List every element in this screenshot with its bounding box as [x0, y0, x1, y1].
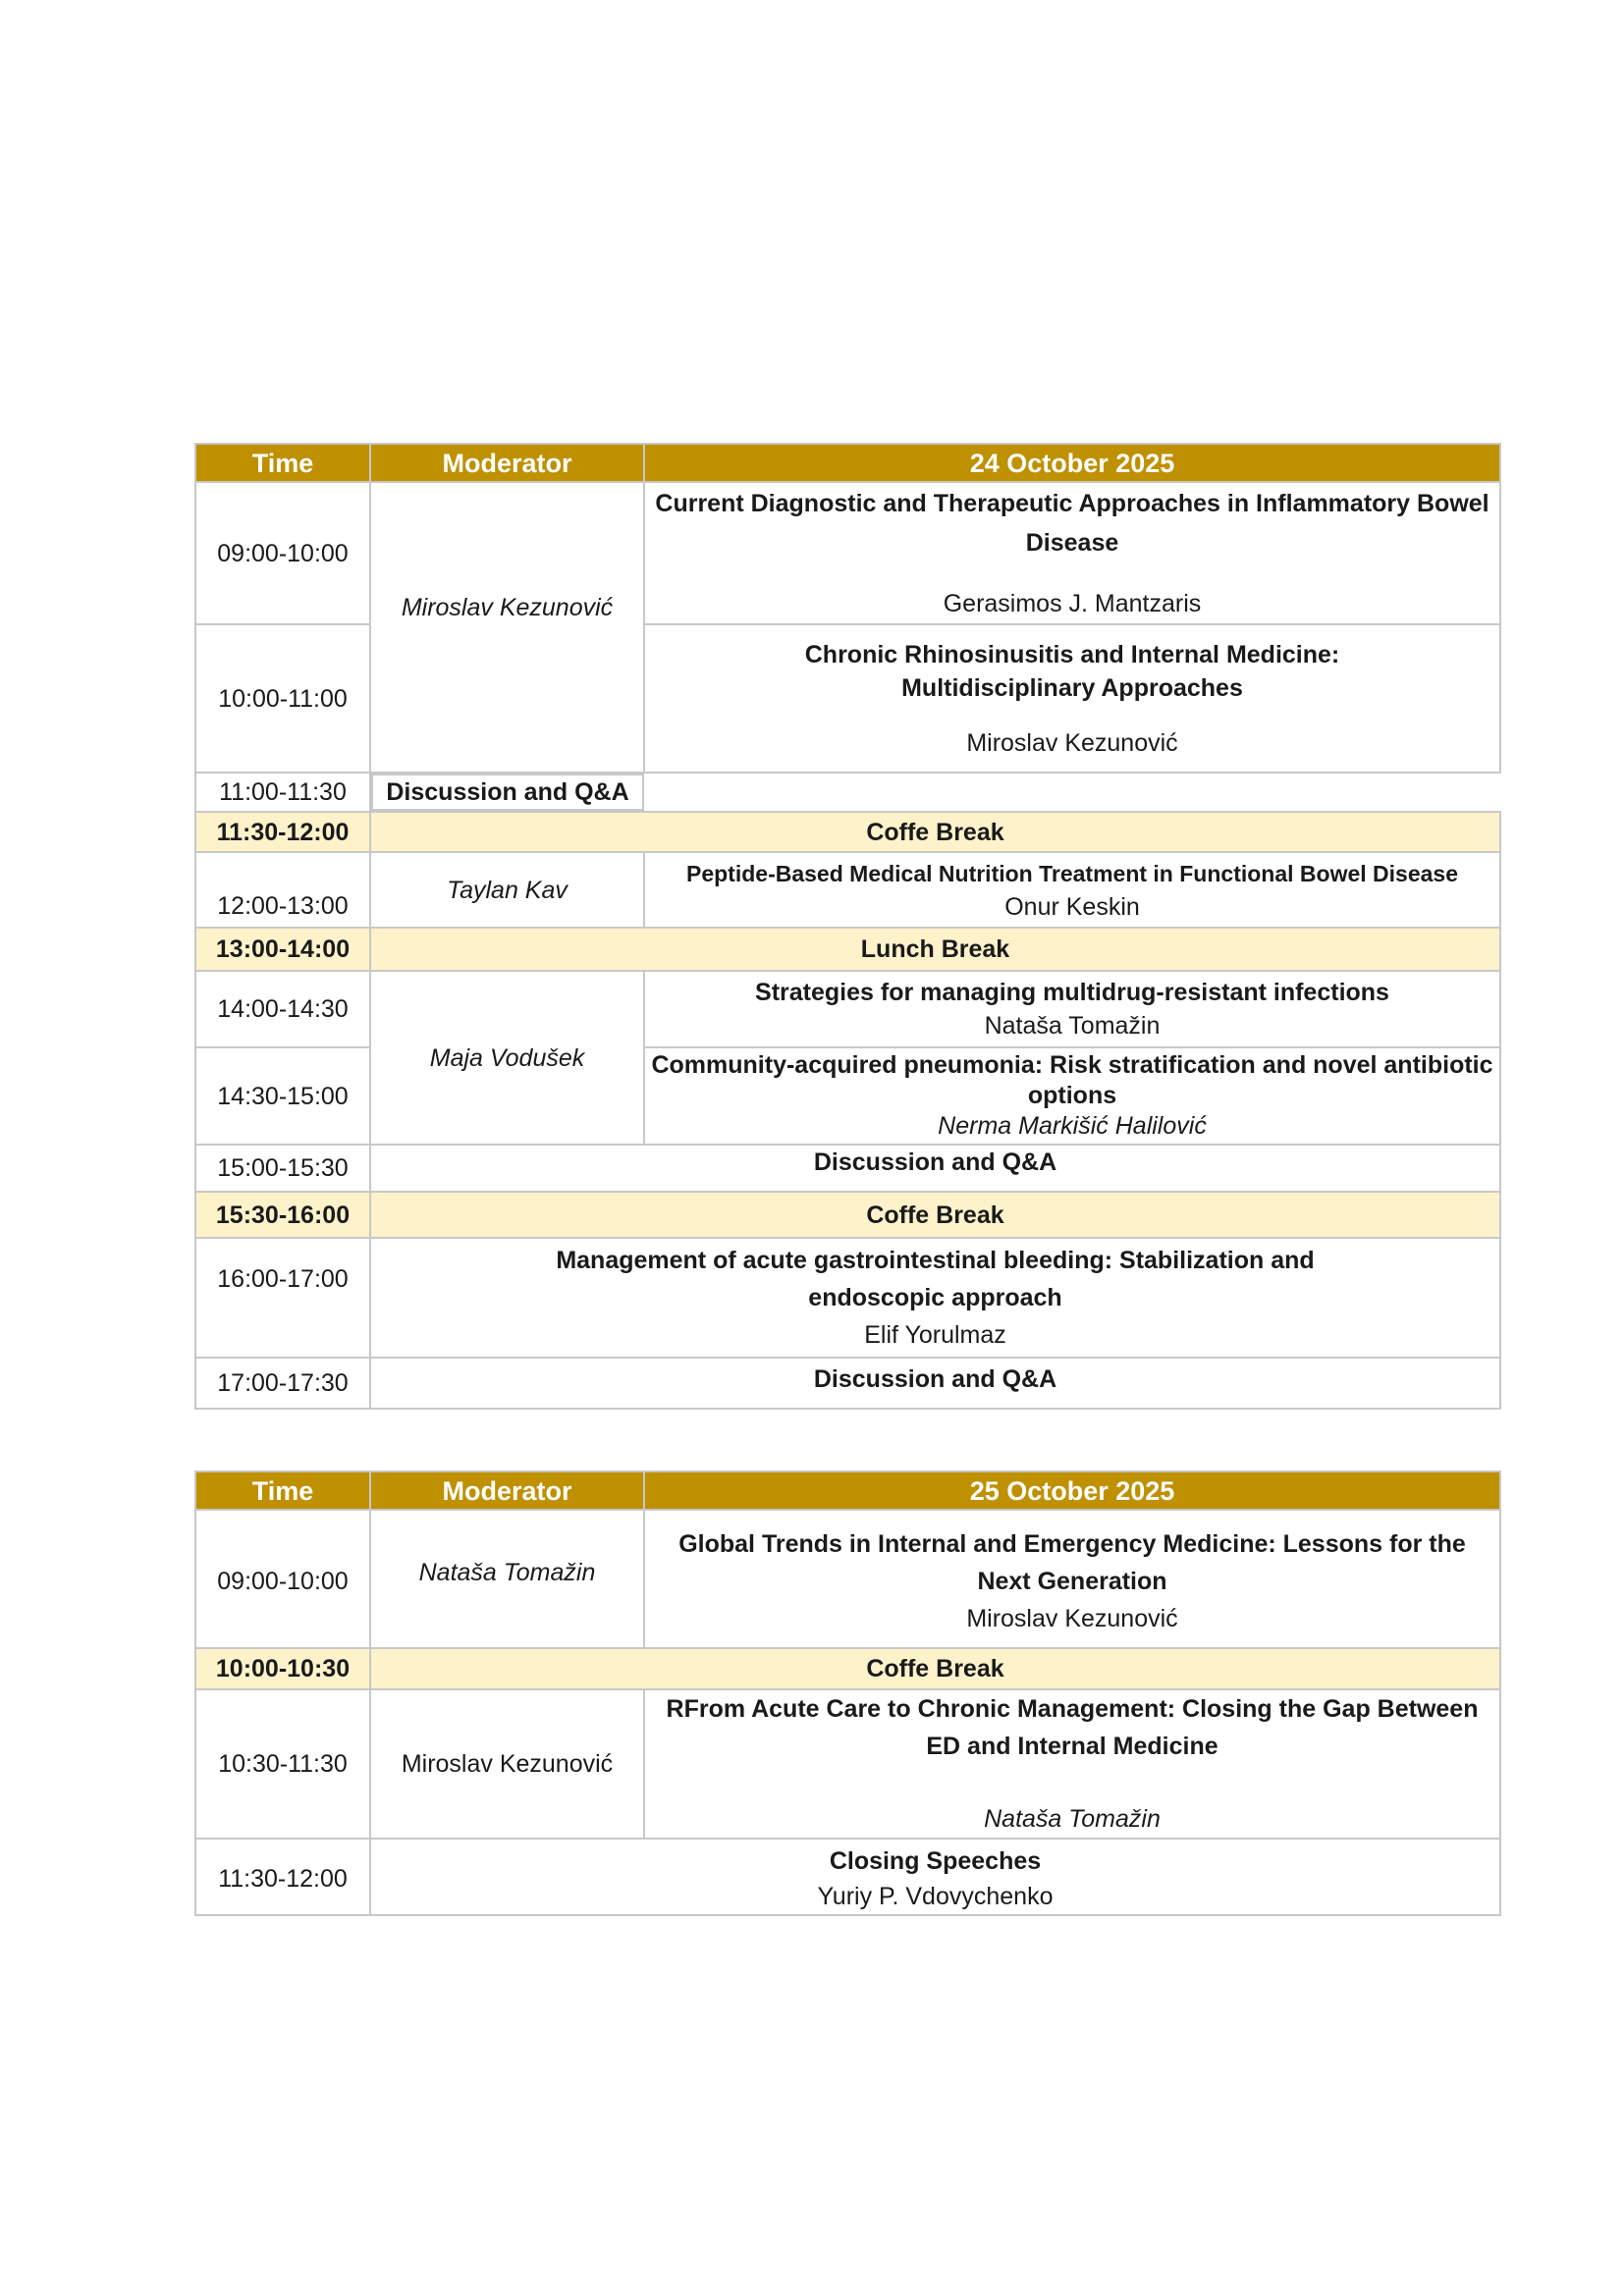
table-row: [195, 1358, 1500, 1409]
session-cell: [644, 971, 1500, 1047]
session-time: 09:00-10:00: [195, 1510, 370, 1648]
session-time: 11:30-12:00: [195, 812, 370, 852]
session-time: 11:30-12:00: [195, 1839, 370, 1915]
header-time: Time: [195, 1471, 370, 1510]
table-row: [195, 773, 1500, 812]
break-row: [195, 928, 1500, 971]
table-row: [195, 482, 1500, 624]
session-title: Current Diagnostic and Therapeutic Approaches in Inflammatory Bowel Disease: [655, 489, 1489, 557]
table-row: [195, 1689, 1500, 1839]
discussion-label: Discussion and Q&A: [370, 1358, 1500, 1409]
table-header: [195, 444, 1500, 482]
session-cell: [644, 482, 1500, 624]
session-title: Strategies for managing multidrug-resistant infections: [755, 979, 1389, 1006]
table-row: [195, 1839, 1500, 1915]
header-time: Time: [195, 444, 370, 482]
session-cell: [644, 1689, 1500, 1839]
speaker: Miroslav Kezunović: [966, 1604, 1178, 1632]
session-time: 17:00-17:30: [195, 1358, 370, 1409]
moderator: Maja Vodušek: [370, 971, 644, 1145]
session-time: 11:00-11:30: [195, 773, 370, 812]
table-row: [195, 852, 1500, 928]
speaker: Gerasimos J. Mantzaris: [943, 589, 1202, 617]
session-time: 12:00-13:00: [195, 852, 370, 928]
speaker: Miroslav Kezunović: [966, 728, 1178, 757]
session-time: 09:00-10:00: [195, 482, 370, 624]
speaker: Nataša Tomažin: [984, 1012, 1161, 1040]
speaker: Onur Keskin: [1004, 892, 1140, 921]
session-time: 14:30-15:00: [195, 1047, 370, 1145]
discussion-label: Discussion and Q&A: [370, 1145, 1500, 1192]
coffee-break-label: Coffe Break: [370, 812, 1500, 852]
table-row: [195, 1510, 1500, 1648]
break-row: [195, 1192, 1500, 1238]
session-title: Chronic Rhinosinusitis and Internal Medicine: Multidisciplinary Approaches: [804, 640, 1340, 702]
header-moderator: Moderator: [370, 1471, 644, 1510]
session-title: Global Trends in Internal and Emergency Medicine: Lessons for the Next Generation: [678, 1529, 1466, 1595]
table-row: [195, 971, 1500, 1047]
session-title: Closing Speeches: [829, 1847, 1042, 1875]
moderator: Nataša Tomažin: [370, 1510, 644, 1648]
session-cell: [644, 1510, 1500, 1648]
schedule-table-day2: [194, 1470, 1501, 1916]
coffee-break-label: Coffe Break: [370, 1192, 1500, 1238]
session-time: 10:30-11:30: [195, 1689, 370, 1839]
moderator: Taylan Kav: [370, 852, 644, 928]
session-cell: [370, 1238, 1500, 1358]
session-time: 14:00-14:30: [195, 971, 370, 1047]
session-cell: [370, 1839, 1500, 1915]
speaker: Yuriy P. Vdovychenko: [817, 1883, 1054, 1910]
session-time: 10:00-11:00: [195, 624, 370, 773]
table-row: [195, 1145, 1500, 1192]
session-title: Management of acute gastrointestinal bleeding: Stabilization and endoscopic approach: [556, 1247, 1315, 1311]
session-title: RFrom Acute Care to Chronic Management: Closing the Gap Between ED and Internal Medicine: [666, 1695, 1479, 1760]
session-time: 16:00-17:00: [195, 1238, 370, 1358]
moderator: Miroslav Kezunović: [370, 1689, 644, 1839]
break-row: [195, 1648, 1500, 1689]
header-date: 25 October 2025: [644, 1471, 1500, 1510]
discussion-label: Discussion and Q&A: [371, 774, 644, 811]
session-time: 15:30-16:00: [195, 1192, 370, 1238]
speaker: Nerma Markišić Halilović: [938, 1112, 1207, 1140]
moderator: Miroslav Kezunović: [370, 482, 644, 773]
speaker: Elif Yorulmaz: [864, 1321, 1006, 1349]
session-time: 15:00-15:30: [195, 1145, 370, 1192]
session-time: 10:00-10:30: [195, 1648, 370, 1689]
session-title: Peptide-Based Medical Nutrition Treatment in Functional Bowel Disease: [686, 860, 1458, 886]
lunch-break-label: Lunch Break: [370, 928, 1500, 971]
header-moderator: Moderator: [370, 444, 644, 482]
session-cell: [644, 1047, 1500, 1145]
header-date: 24 October 2025: [644, 444, 1500, 482]
session-time: 13:00-14:00: [195, 928, 370, 971]
table-header: [195, 1471, 1500, 1510]
session-cell: [644, 852, 1500, 928]
session-cell: [644, 624, 1500, 773]
session-title: Community-acquired pneumonia: Risk stratification and novel antibiotic options: [651, 1051, 1493, 1109]
schedule-table-day1: [194, 443, 1501, 1410]
table-row: [195, 1238, 1500, 1358]
break-row: [195, 812, 1500, 852]
speaker: Nataša Tomažin: [984, 1805, 1161, 1833]
coffee-break-label: Coffe Break: [370, 1648, 1500, 1689]
